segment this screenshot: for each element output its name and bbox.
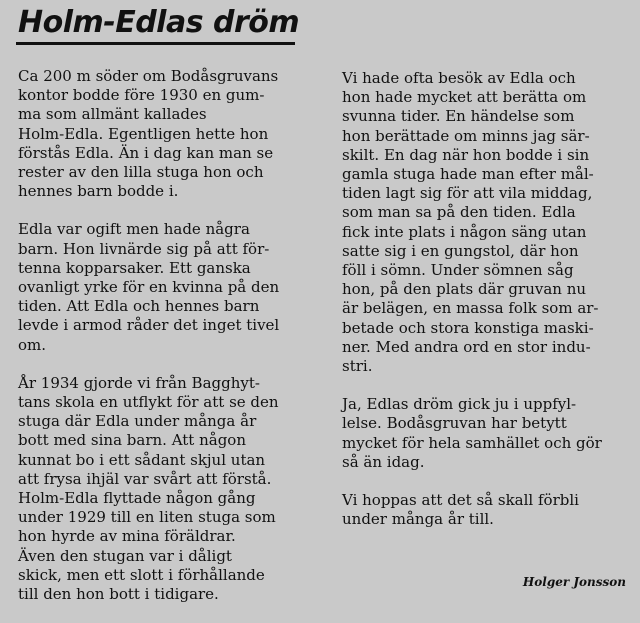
paragraph-3: År 1934 gjorde vi från Bagghyt- tans skola en utflykt för att se den stuga där Edla under många år bott med sina barn. Att någon kunnat bo i ett sådant skjul utan att frysa ihjäl var svårt att förstå. Holm-Edla flyttade någon gång under 1929 till en liten stuga som hon hyrde av mina föräldrar. Även den stugan var i dåligt skick, men ett slott i förhållande till den hon bott i tidigare. <box>18 373 279 604</box>
paragraph-6: Vi hoppas att det så skall förbli under många år till. <box>342 491 579 529</box>
author-signature: Holger Jonsson <box>522 575 626 589</box>
right-column <box>342 69 622 548</box>
title-underline <box>16 42 295 45</box>
article-title: Holm-Edlas dröm <box>18 5 300 40</box>
paragraph-1: Ca 200 m söder om Bodåsgruvans kontor bodde före 1930 en gum- ma som allmänt kallades Holm-Edla. Egentligen hette hon förstås Edla. Än i dag kan man se rester av den lilla stuga hon och hennes barn bodde i. <box>18 67 279 201</box>
paragraph-4: Vi hade ofta besök av Edla och hon hade mycket att berätta om svunna tider. En händelse som hon berättade om minns jag sär- skilt. En dag när hon bodde i sin gamla stuga hade man efter mål- tiden lagt sig för att vila middag, som man sa på den tiden. Edla fick inte plats i någon säng utan satte sig i en gungstol, där hon föll i sömn. Under sömnen såg hon, på den plats där gruvan nu är belägen, en massa folk som ar- betade och stora konstiga maski- ner. Med andra ord en stor indu- stri. <box>342 69 599 376</box>
paragraph-5: Ja, Edlas dröm gick ju i uppfyl- lelse. Bodåsgruvan har betytt mycket för hela samhället och gör så än idag. <box>342 395 602 471</box>
paragraph-2: Edla var ogift men hade några barn. Hon livnärde sig på att för- tenna kopparsaker. Ett ganska ovanligt yrke för en kvinna på den tiden. Att Edla och hennes barn levde i armod råder det inget tivel om. <box>18 220 280 354</box>
left-column <box>18 67 318 623</box>
